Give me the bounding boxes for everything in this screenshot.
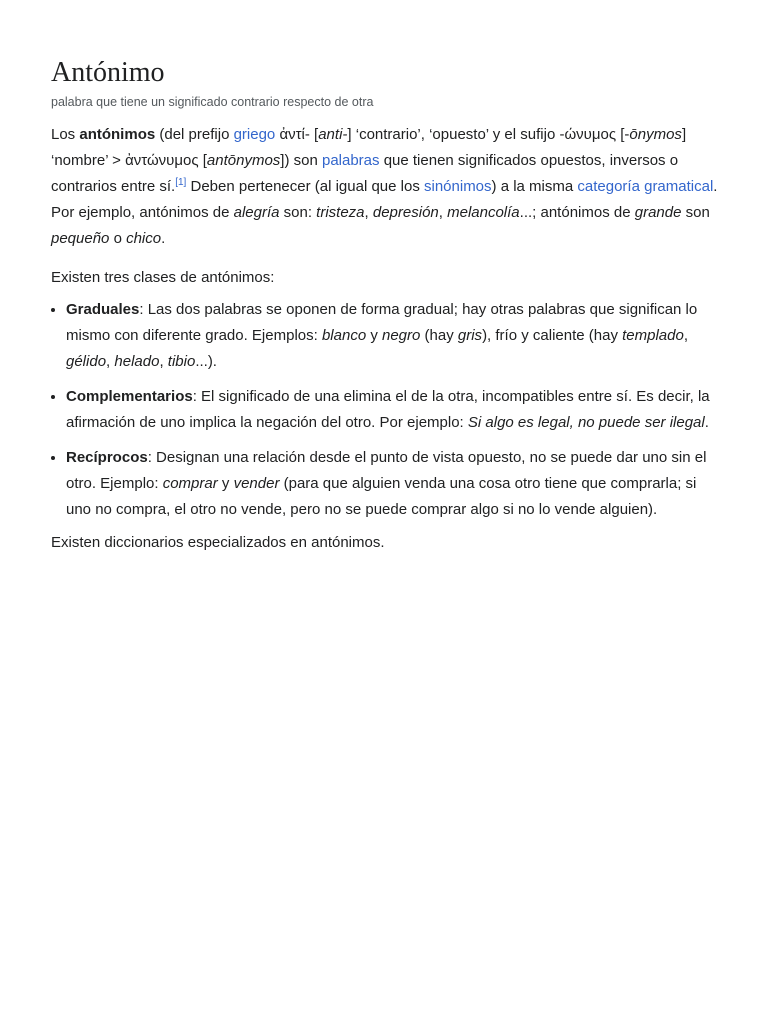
intro-paragraph: Los antónimos (del prefijo griego ἀντί- [anti-] ‘contrario’, ‘opuesto’ y el sufijo -ώνυμος [-ōnymos] ‘nombre’ > ἀντώνυμος [antōnymos]) son palabras que tienen significados opuestos, inversos o contrarios entre sí.[1] Deben pertenecer (al igual que los sinónimos) a la misma categoría gramatical. Por ejemplo, antónimos de alegría son: tristeza, depresión, melancolía...; antónimos de grande son pequeño o chico. xyxy=(51,126,718,247)
outro-paragraph: Existen diccionarios especializados en antónimos. xyxy=(51,534,385,551)
link-griego[interactable]: griego xyxy=(233,126,276,143)
link-palabras[interactable]: palabras xyxy=(321,152,380,169)
link-sinonimos[interactable]: sinónimos xyxy=(424,178,492,195)
link-categoria-gramatical[interactable]: categoría gramatical xyxy=(577,178,714,195)
list-item-reciprocos: • Recíprocos: Designan una relación desde el punto de vista opuesto, no se puede dar uno sin el otro. Ejemplo: comprar y vender (para que alguien venda una cosa otro tiene que comprarla; si uno no compra, el otro no vende, pero no se puede comprar algo si no lo vende alguien). xyxy=(66,445,718,523)
term-reciprocos: Recíprocos xyxy=(66,449,148,466)
term-antonimos: antónimos xyxy=(79,126,156,143)
antonym-classes-list xyxy=(51,297,718,523)
list-item-complementarios: • Complementarios: El significado de una elimina el de la otra, incompatibles entre sí. Es decir, la afirmación de uno implica la negación del otro. Por ejemplo: Si algo es legal, no puede ser ilegal. xyxy=(66,384,718,436)
reference-1-link[interactable]: [1] xyxy=(175,177,187,188)
term-graduales: Graduales xyxy=(66,301,140,318)
term-complementarios: Complementarios xyxy=(66,388,193,405)
list-item-graduales: • Graduales: Las dos palabras se oponen de forma gradual; hay otras palabras que significan lo mismo con diferente grado. Ejemplos: blanco y negro (hay gris), frío y caliente (hay templado, gélido, helado, tibio...). xyxy=(66,297,718,375)
classes-intro-paragraph: Existen tres clases de antónimos: xyxy=(51,269,275,286)
page-title: Antónimo xyxy=(51,57,165,88)
page-subtitle: palabra que tiene un significado contrario respecto de otra xyxy=(51,95,374,109)
